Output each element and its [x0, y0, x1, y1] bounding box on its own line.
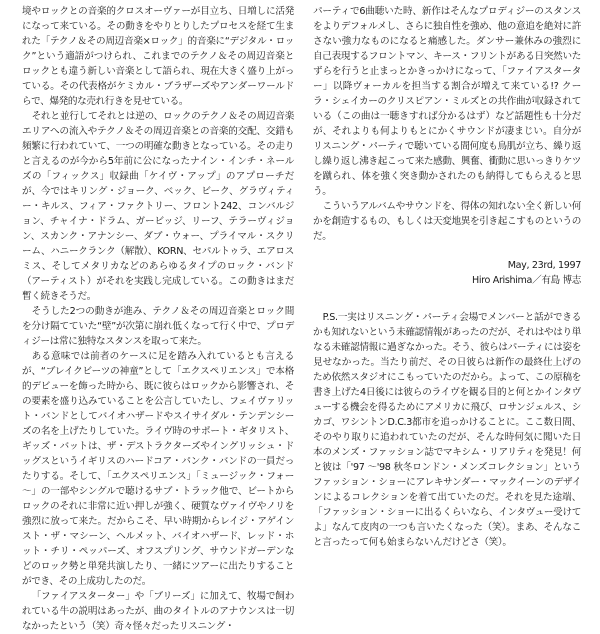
signature-block: [313, 258, 581, 288]
postscript-paragraph: P.S.一実はリスニング・パーティ会場でメンバーと話ができるかも知れないという未確認情報があったのだが、それはやはり単なる未確認情報に過ぎなかった。そう、彼らはパーティには姿を見せなかった。当たり前だ、その日彼らは新作の最終仕上げのため依然スタジオにこもっていたのだから。よって、この原稿を書き上げた4日後には彼らのライヴを観る目的と何とかインタヴューする機会を得るためにアメリカに飛び、ロサンジェルス、シカゴ、ワシントンD.C.3都市を追っかけることに。ここ数日間、そのやり取りに追われていたのだが、そんな時何気に聞いた日本のメンズ・ファッション誌でマキシム・リアリティを発見！何と彼は「'97 ～'98 秋冬ロンドン・メンズコレクション」というファッション・ショーにアレキサンダー・マックイーンのデザインによるコレクションを着て出ていたのだ。それを見た途端、「ファッション・ショーに出るくらいなら、インタヴュー受けてよ」なんて皮肉の一つも言いたくなった（笑）。まあ、そんなこと言ったって何も始まらないんだけどさ（笑）。: [313, 312, 581, 548]
body-paragraph: 「ファイアスターター」や「ブリーズ」に加えて、牧場で飼われている牛の説明はあったが、曲のタイトルのアナウンスは一切なかったという（笑）奇々怪々だったリスニング・: [22, 591, 294, 632]
signature-author: Hiro Arishima／有島 博志: [471, 275, 581, 286]
body-paragraph: こういうアルバムやサウンドを、得体の知れない全く新しい何かを創造するもの、もしくは天変地異を引き起こすものというのだ。: [313, 201, 581, 242]
body-paragraph: そうした2つの動きが進み、テクノ＆その周辺音楽とロック間を分け隔てていた“壁”が次第に崩れ低くなって行く中で、プロディジーは常に独特なスタンスを取って来た。: [22, 306, 294, 347]
right-column: [313, 4, 581, 550]
body-paragraph: 境やロックとの音楽的クロスオーヴァーが目立ち、日増しに活発になって来ている。その動きをやりとりしたプロセスを経て生まれた「テクノ＆その周辺音楽×ロック」的音楽に“デジタル・ロック”という適語がつけられ、これまでのテクノ＆その周辺音楽とロックとも違う新しい音楽として語られ、現在大きく盛り上がっている。その代表格がケミカル・ブラザーズやアンダーワールドらで、爆発的な売れ行きを見せている。: [22, 6, 294, 107]
body-paragraph: それと並行してそれとは逆の、ロックのテクノ＆その周辺音楽エリアへの流入やテクノ＆その周辺音楽との音楽的交配、交錯も頻繁に行われていて、一つの明確な動きとなっている。その走りと言えるのが今から5年前に公になったナイン・インチ・ネールズの「フィックス」収録曲「ケイヴ・アップ」のアプローチだが、今ではキリング・ジョーク、ベック、ビーク、グラヴィティー・キルス、フィア・ファクトリー、フロント242、コンバルジョン、チャイナ・ドラム、ガービッジ、リーフ、テラーヴィジョン、スカンク・アナンシー、ダブ・ウォー、プライマル・スクリーム、ハニークランク（解散）、KORN、セパルトゥラ、エアロスミス、そしてメタリカなどのあらゆるタイプのロック・バンド（アーティスト）がそれを実践し完成している。この動きはまだ暫く続きそうだ。: [22, 111, 294, 302]
postscript-section: [313, 310, 581, 550]
body-paragraph: ある意味では前者のケースに足を踏み入れているとも言えるが、“ブレイクビーツの神童”として「エクスペリエンス」で本格的デビューを飾った時から、既に彼らはロックから影響され、その要素を盛り込みていることを公言していたし、フェイヴァリット・バンドとしてバイオハザードやスイサイダル・テンデンシーズの名を上げたりしていた。ライヴ時のサポート・ギタリスト、ギッズ・バットは、ザ・デストラクターズやイングリッシュ・ドッグスというイギリスのハードコア・パンク・バンドの一員だったりする。そして、「エクスペリエンス」「ミュージック・フォー～」の一部やシングルで聴けるサブ・トラック他で、ビートからロックのそれに非常に近い押しが強く、硬質なヴァイヴやノリを強烈に放って来た。だからこそ、早い時期からレイジ・アゲインスト・ザ・マシーン、ヘルメット、バイオハザード、レッド・ホット・チリ・ペッパーズ、オフスプリング、サウンドガーデンなどのロック勢と単発共演したり、一緒にツアーに出たりすることができ、その上成功したのだ。: [22, 351, 294, 587]
body-paragraph: パーティで6曲聴いた時、新作はそんなプロディジーのスタンスをよりデフォルメし、さらに独自性を強め、他の意追を絶対に許さない強力なものになると痛感した。ダンサー兼休みの強烈に自己表現するフロントマン、キース・フリントがある日突然いたずらを行うと止まっとかきっかけになって、「ファイアスターター」以降ヴォーカルを担当する割合が増えて来ている!? クーラ・シェイカーのクリスピアン・ミルズとの共作曲が収録されている（この曲は一聴きすれば分かるはず）など話題性も十分だが、それよりも何よりもとにかくサウンドが凄まじい。自分がリスニング・パーティで聴いている間何度も鳥肌が立ち、繰り返し繰り返し沸き起こって来た感動、興奮、衝動に思いっきりケツを蹴られ、体を強く突き動かされたのも納得してもらえると思う。: [313, 6, 581, 197]
signature-date: May, 23rd, 1997: [507, 260, 581, 271]
left-column: [22, 4, 294, 634]
